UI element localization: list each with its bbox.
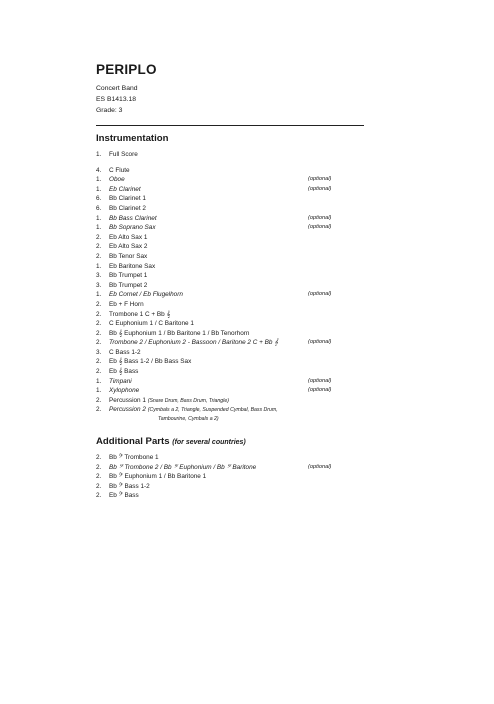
optional-note: (optional) <box>308 224 332 231</box>
part-name: Trombone 1 C + Bb 𝄞 <box>109 310 171 318</box>
additional-parts-heading <box>96 436 364 447</box>
part-count: 2. <box>96 329 102 337</box>
additional-parts-subtitle: (for several countries) <box>172 439 246 447</box>
part-count: 1. <box>96 185 102 193</box>
part-name: Bb Clarinet 2 <box>109 204 146 212</box>
part-count: 2. <box>96 463 102 471</box>
part-count: 1. <box>96 291 102 299</box>
part-row <box>96 150 364 160</box>
additional-parts-list <box>96 453 364 501</box>
part-row <box>96 329 364 339</box>
percussion-2-detail: (Cymbals a 2, Triangle, Suspended Cymbal, Bass Drum, <box>147 407 278 414</box>
part-row <box>96 166 364 176</box>
part-name: Eb + F Horn <box>109 300 144 308</box>
part-count: 3. <box>96 348 102 356</box>
percussion-1-detail: (Snare Drum, Bass Drum, Triangle) <box>147 397 229 404</box>
part-name: Eb Cornet / Eb Flugelhorn <box>109 291 183 299</box>
part-row <box>96 463 364 473</box>
optional-note: (optional) <box>308 291 332 298</box>
part-name: Eb Alto Sax 1 <box>109 233 148 241</box>
part-row <box>96 367 364 377</box>
part-count: 2. <box>96 358 102 366</box>
part-count: 2. <box>96 396 102 404</box>
part-name: Eb Clarinet <box>109 185 141 193</box>
part-count: 2. <box>96 454 102 462</box>
part-row <box>96 482 364 492</box>
part-count: 4. <box>96 166 102 174</box>
part-name: Xylophone <box>109 387 140 395</box>
part-row <box>96 262 364 272</box>
optional-note: (optional) <box>308 339 332 346</box>
part-name: Trombone 2 / Euphonium 2 - Bassoon / Baritone 2 C + Bb 𝄞 <box>109 339 279 347</box>
part-name: Bb 𝄞 Euphonium 1 / Bb Baritone 1 / Bb Tenorhorn <box>109 329 250 337</box>
section-divider <box>96 125 364 126</box>
part-count: 2. <box>96 339 102 347</box>
ensemble-type: Concert Band <box>96 85 138 92</box>
part-row <box>96 453 364 463</box>
part-name: Bb 𝄢 Euphonium 1 / Bb Baritone 1 <box>109 473 207 481</box>
instrumentation-heading: Instrumentation <box>96 133 169 144</box>
part-name: Bb Soprano Sax <box>109 224 156 232</box>
part-row <box>96 377 364 387</box>
part-name: C Bass 1-2 <box>109 348 141 356</box>
part-count: 3. <box>96 281 102 289</box>
part-name: Bb Bass Clarinet <box>109 214 157 222</box>
part-row <box>96 319 364 329</box>
part-count: 2. <box>96 473 102 481</box>
optional-note: (optional) <box>308 387 332 394</box>
part-row <box>96 214 364 224</box>
part-count: 2. <box>96 320 102 328</box>
part-name: Bb 𝄢 Trombone 1 <box>109 454 159 462</box>
part-count: 1. <box>96 176 102 184</box>
part-name: Bb Clarinet 1 <box>109 195 146 203</box>
part-name: C Flute <box>109 166 130 174</box>
part-row <box>96 175 364 185</box>
piece-title: PERIPLO <box>96 62 157 77</box>
part-name: Oboe <box>109 176 125 184</box>
percussion-1-row <box>96 396 364 406</box>
part-row <box>96 357 364 367</box>
part-row <box>96 223 364 233</box>
percussion-2-row <box>96 405 364 415</box>
part-count: 2. <box>96 243 102 251</box>
part-row <box>96 491 364 501</box>
percussion-2-detail-continued: Tambourine, Cymbals a 2) <box>158 416 219 423</box>
part-count: 2. <box>96 252 102 260</box>
optional-note: (optional) <box>308 377 332 384</box>
part-row <box>96 194 364 204</box>
part-name: Bb Trumpet 1 <box>109 272 148 280</box>
part-count: 2. <box>96 406 102 414</box>
part-row <box>96 204 364 214</box>
part-count: 1. <box>96 224 102 232</box>
part-count: 2. <box>96 310 102 318</box>
optional-note: (optional) <box>308 214 332 221</box>
part-name: Bb Tenor Sax <box>109 252 148 260</box>
grade-level: Grade: 3 <box>96 107 123 114</box>
optional-note: (optional) <box>308 176 332 183</box>
parts-list-page <box>96 62 364 501</box>
part-name: Eb 𝄞 Bass 1-2 / Bb Bass Sax <box>109 358 192 366</box>
part-count: 1. <box>96 214 102 222</box>
part-row <box>96 386 364 396</box>
part-row <box>96 348 364 358</box>
percussion-1-name: Percussion 1 <box>109 396 146 404</box>
part-name: Eb Baritone Sax <box>109 262 156 270</box>
part-row <box>96 242 364 252</box>
part-count: 2. <box>96 482 102 490</box>
part-name: Bb 𝄢 Bass 1-2 <box>109 482 150 490</box>
part-count: 1. <box>96 151 102 158</box>
optional-note: (optional) <box>308 463 332 470</box>
part-row <box>96 310 364 320</box>
part-count: 2. <box>96 233 102 241</box>
optional-note: (optional) <box>308 185 332 192</box>
part-name: Eb Alto Sax 2 <box>109 243 148 251</box>
part-count: 2. <box>96 300 102 308</box>
part-row <box>96 233 364 243</box>
part-count: 2. <box>96 368 102 376</box>
part-count: 3. <box>96 272 102 280</box>
part-row <box>96 472 364 482</box>
part-row <box>96 290 364 300</box>
percussion-2-name: Percussion 2 <box>109 406 146 414</box>
part-name: Eb 𝄞 Bass <box>109 368 139 376</box>
catalog-number: ES B1413.18 <box>96 96 137 103</box>
part-count: 6. <box>96 195 102 203</box>
part-name: Eb 𝄢 Bass <box>109 492 139 500</box>
part-count: 1. <box>96 262 102 270</box>
part-row <box>96 185 364 195</box>
part-count: 1. <box>96 387 102 395</box>
part-row <box>96 281 364 291</box>
part-count: 1. <box>96 377 102 385</box>
part-name: Full Score <box>109 151 138 158</box>
part-name: Timpani <box>109 377 132 385</box>
part-row <box>96 271 364 281</box>
part-name: Bb Trumpet 2 <box>109 281 148 289</box>
part-row <box>96 300 364 310</box>
part-name: Bb 𝄢 Trombone 2 / Bb 𝄢 Euphonium / Bb 𝄢 Baritone <box>109 463 257 471</box>
part-name: C Euphonium 1 / C Baritone 1 <box>109 320 194 328</box>
part-row <box>96 252 364 262</box>
part-row <box>96 338 364 348</box>
instrumentation-list <box>96 150 364 396</box>
part-count: 6. <box>96 204 102 212</box>
part-count: 2. <box>96 492 102 500</box>
additional-parts-title: Additional Parts <box>96 436 170 448</box>
